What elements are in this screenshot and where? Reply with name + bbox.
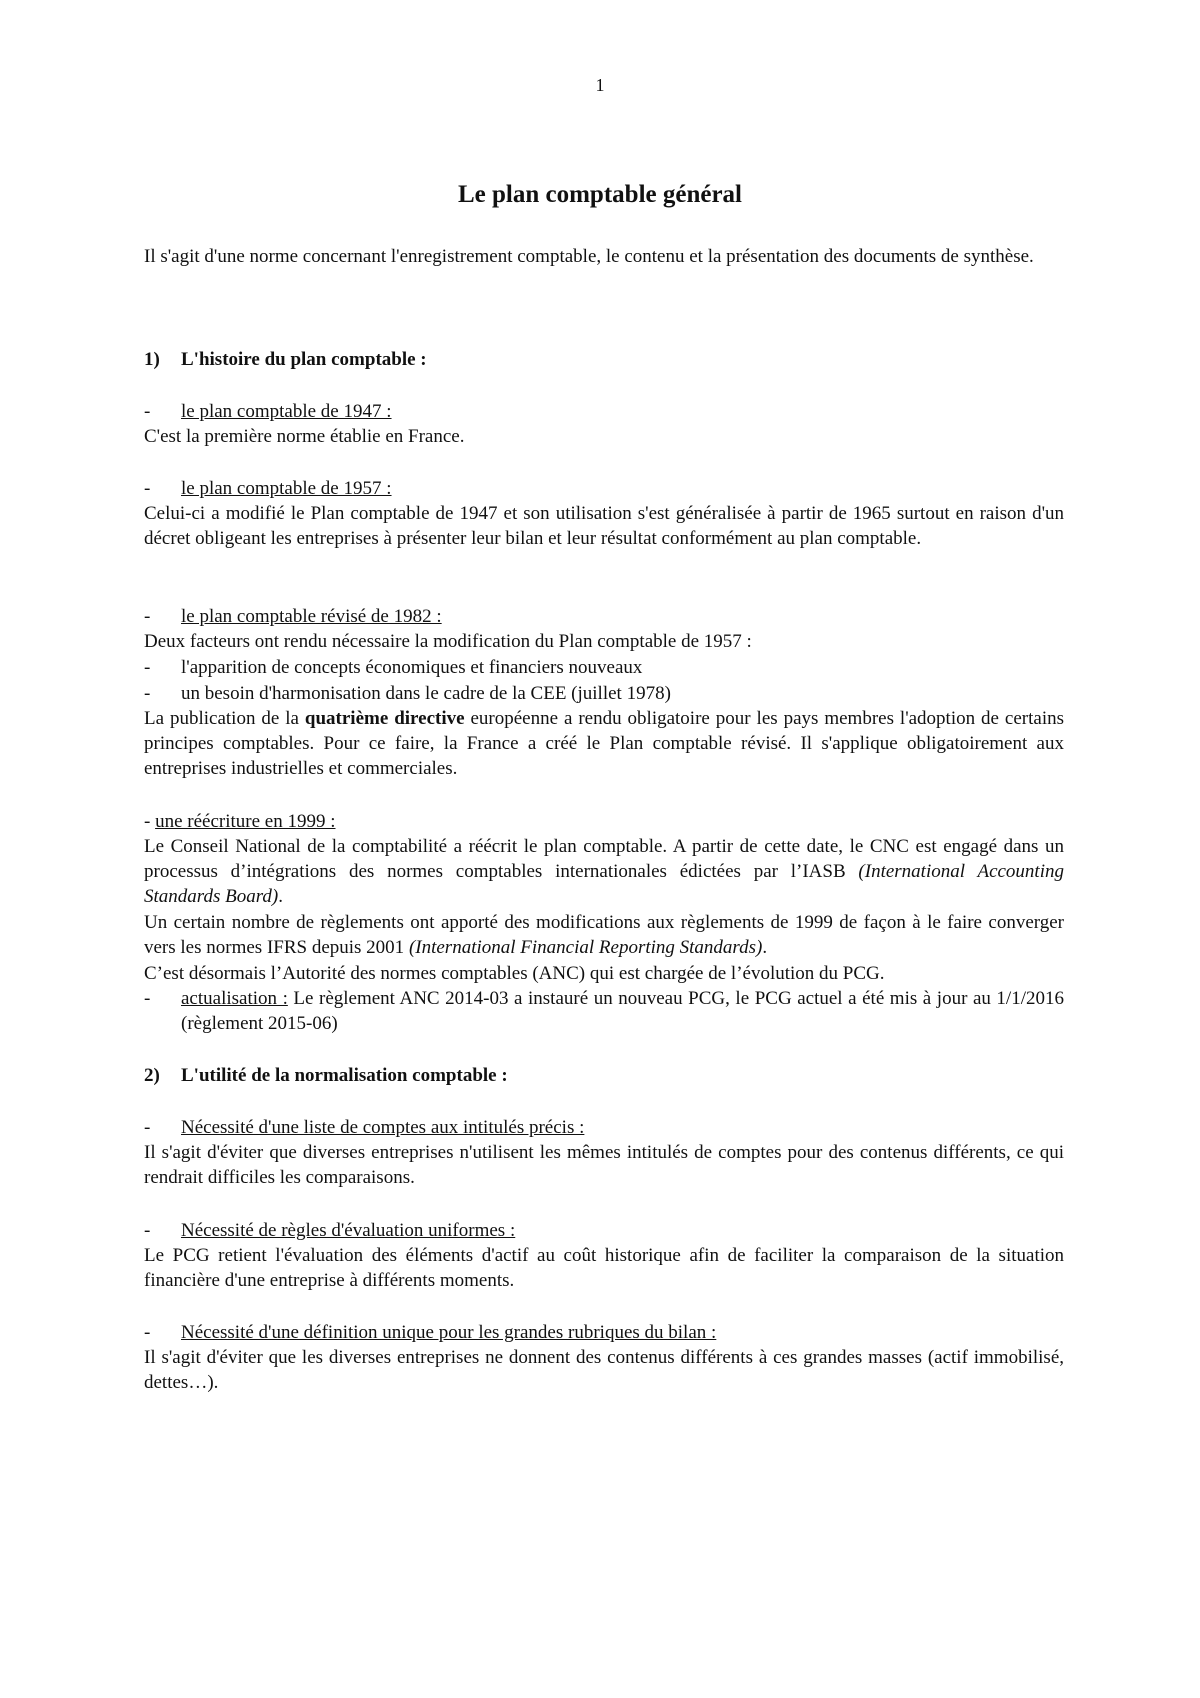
text-segment: La publication de la xyxy=(144,708,305,729)
subheading-1982: le plan comptable révisé de 1982 : xyxy=(181,606,442,627)
dash-marker: - xyxy=(144,1322,151,1343)
paragraph-1999-cnc xyxy=(144,834,1064,909)
update-bullet xyxy=(181,986,1064,1036)
paragraph-1947: C'est la première norme établie en France. xyxy=(144,426,465,447)
paragraph-1982-intro: Deux facteurs ont rendu nécessaire la modification du Plan comptable de 1957 : xyxy=(144,631,752,652)
text-segment: Un certain nombre de règlements ont apporté des modifications aux règlements de 1999 de façon à le faire converger vers les normes IFRS depuis 2001 xyxy=(144,912,1064,958)
subheading-need-definition: Nécessité d'une définition unique pour les grandes rubriques du bilan : xyxy=(181,1322,717,1343)
dash-marker: - xyxy=(144,1220,151,1241)
paragraph-1999-ifrs xyxy=(144,910,1064,960)
subheading-need-accounts: Nécessité d'une liste de comptes aux intitulés précis : xyxy=(181,1117,585,1138)
dash-marker: - xyxy=(144,683,151,704)
bold-term: quatrième directive xyxy=(304,708,465,729)
italic-term: (International Accounting Standards Board) xyxy=(144,861,1064,907)
update-label: actualisation : xyxy=(181,988,288,1009)
subheading-1957: le plan comptable de 1957 : xyxy=(181,478,392,499)
subheading-need-valuation: Nécessité de règles d'évaluation uniformes : xyxy=(181,1220,516,1241)
section-1-number: 1) xyxy=(144,349,160,370)
paragraph-need-definition: Il s'agit d'éviter que les diverses entreprises ne donnent des contenus différents à ces grandes masses (actif immobilisé, dettes…). xyxy=(144,1347,1064,1393)
dash-marker: - xyxy=(144,1117,151,1138)
dash-marker: - xyxy=(144,606,151,627)
subheading-1947: le plan comptable de 1947 : xyxy=(181,401,392,422)
section-2-number: 2) xyxy=(144,1065,160,1086)
dash-marker: - xyxy=(144,401,151,422)
bullet-1982-2: un besoin d'harmonisation dans le cadre de la CEE (juillet 1978) xyxy=(181,683,671,704)
text-segment: Le Conseil National de la comptabilité a réécrit le plan comptable. A partir de cette date, le CNC est engagé dans un processus d’intégrations des normes comptables internationales édictées par l’IASB xyxy=(144,836,1064,882)
page-number: 1 xyxy=(595,75,605,95)
dash-marker: - xyxy=(144,988,151,1009)
subheading-1999: une réécriture en 1999 : xyxy=(155,811,336,832)
paragraph-need-valuation: Le PCG retient l'évaluation des éléments d'actif au coût historique afin de faciliter la comparaison de la situation financière d'une entreprise à différents moments. xyxy=(144,1245,1064,1291)
dash-marker: - xyxy=(144,478,151,499)
text-segment: . xyxy=(278,886,283,907)
bullet-1982-1: l'apparition de concepts économiques et financiers nouveaux xyxy=(181,657,643,678)
italic-term: (International Financial Reporting Standards) xyxy=(408,937,763,958)
dash-marker: - xyxy=(144,657,151,678)
section-1-heading: L'histoire du plan comptable : xyxy=(181,349,427,370)
paragraph-1957: Celui-ci a modifié le Plan comptable de 1947 et son utilisation s'est généralisée à partir de 1965 surtout en raison d'un décret obligeant les entreprises à présenter leur bilan et leur résultat conformément au plan comptable. xyxy=(144,503,1064,549)
dash-prefix: - xyxy=(144,811,156,832)
page-title: Le plan comptable général xyxy=(457,181,742,208)
subheading-1999-line xyxy=(144,809,1064,834)
text-segment: Le règlement ANC 2014-03 a instauré un nouveau PCG, le PCG actuel a été mis à jour au 1/1/2016 (règlement 2015-06) xyxy=(181,988,1064,1034)
text-segment: . xyxy=(762,937,768,958)
paragraph-1999-anc: C’est désormais l’Autorité des normes comptables (ANC) qui est chargée de l’évolution du PCG. xyxy=(144,963,885,984)
paragraph-need-accounts: Il s'agit d'éviter que diverses entreprises n'utilisent les mêmes intitulés de comptes pour des contenus différents, ce qui rendrait difficiles les comparaisons. xyxy=(144,1142,1064,1188)
intro-paragraph: Il s'agit d'une norme concernant l'enregistrement comptable, le contenu et la présentation des documents de synthèse. xyxy=(144,246,1034,267)
paragraph-1982-directive xyxy=(144,706,1064,781)
text-segment: européenne a rendu obligatoire pour les pays membres l'adoption de certains principes comptables. Pour ce faire, la France a créé le Plan comptable révisé. Il s'applique obligatoirement aux entreprises industrielles et commerciales. xyxy=(144,708,1064,779)
section-2-heading: L'utilité de la normalisation comptable : xyxy=(181,1065,508,1086)
